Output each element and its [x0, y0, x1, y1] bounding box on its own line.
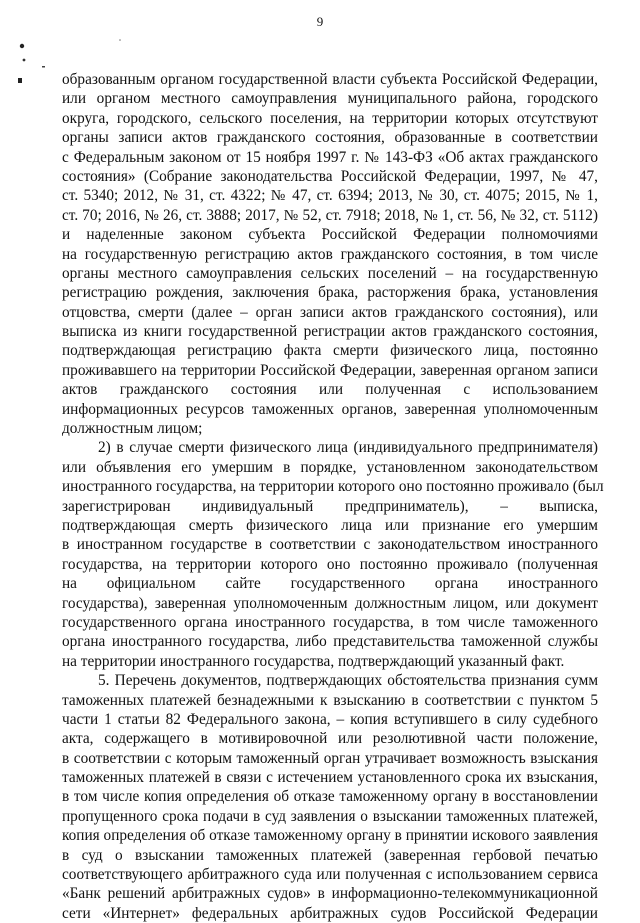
text-line: зарегистрирован индивидуальный предприниматель), – выписка,	[62, 497, 598, 515]
text-line: должностным лицом;	[62, 420, 203, 438]
text-line: «Банк решений арбитражных судов» в информационно-телекоммуникационной	[62, 885, 598, 903]
text-line: округа, городского, сельского поселения, на территории которых отсутствуют	[62, 109, 598, 127]
text-line: пропущенного срока подачи в суд заявления о взыскании таможенных платежей,	[62, 807, 598, 825]
text-line: акта, содержащего в мотивировочной или резолютивной части положение,	[62, 730, 598, 748]
text-line: государства, на территории которого оно постоянно проживало (полученная	[62, 555, 598, 573]
text-line: органы местного самоуправления сельских поселений – на государственную	[62, 264, 598, 282]
text-line: части 1 статьи 82 Федерального закона, – копия вступившего в силу судебного	[62, 710, 598, 728]
text-line: на официальном сайте государственного органа иностранного	[62, 575, 598, 593]
text-line: таможенных платежей безнадежными к взысканию в соответствии с пунктом 5	[62, 691, 598, 709]
text-line: с Федеральным законом от 15 ноября 1997 г. № 143-ФЗ «Об актах гражданского	[62, 148, 598, 166]
text-line: информационных ресурсов таможенных органов, заверенная уполномоченным	[62, 400, 598, 418]
text-line: сети «Интернет» федеральных арбитражных судов Российской Федерации	[62, 904, 598, 922]
text-line: регистрацию рождения, заключения брака, расторжения брака, установления	[62, 284, 598, 302]
text-line: в том числе копия определения об отказе таможенному органу в восстановлении	[62, 788, 598, 806]
text-line: и наделенные законом субъекта Российской Федерации полномочиями	[62, 226, 598, 244]
page-number: 9	[316, 14, 324, 29]
text-line: актов гражданского состояния или полученная с использованием	[62, 381, 598, 399]
text-line: подтверждающая регистрацию факта смерти физического лица, постоянно	[62, 342, 598, 360]
text-line: или органом местного самоуправления муниципального района, городского	[62, 90, 598, 108]
text-line: состояния» (Собрание законодательства Российской Федерации, 1997, № 47,	[62, 167, 598, 185]
text-line: в иностранном государстве в соответствии с законодательством иностранного	[62, 536, 598, 554]
text-line: в соответствии с которым таможенный орган утрачивает возможность взыскания	[62, 749, 598, 767]
text-line: выписка из книги государственной регистрации актов гражданского состояния,	[62, 323, 598, 341]
text-line: копия определения об отказе таможенному органу в принятии искового заявления	[62, 827, 598, 845]
text-line: иностранного государства, на территории которого оно постоянно проживало (был	[62, 478, 604, 496]
text-line: государственного органа иностранного государства, в том числе таможенного	[62, 613, 598, 631]
text-line: на территории иностранного государства, подтверждающий указанный факт.	[62, 652, 565, 670]
text-line: таможенных платежей в связи с истечением установленного срока их взыскания,	[62, 769, 598, 787]
text-line: 5. Перечень документов, подтверждающих обстоятельства признания сумм	[98, 672, 598, 690]
text-line: образованным органом государственной власти субъекта Российской Федерации,	[62, 71, 598, 88]
text-line: ст. 5340; 2012, № 31, ст. 4322; № 47, ст. 6394; 2013, № 30, ст. 4075; 2015, № 1,	[62, 187, 598, 205]
text-line: органа иностранного государства, либо представительства таможенной службы	[62, 633, 598, 651]
text-line: или объявления его умершим в порядке, установленном законодательством	[62, 458, 598, 476]
text-line: ст. 70; 2016, № 26, ст. 3888; 2017, № 52, ст. 7918; 2018, № 1, ст. 56, № 32, ст. 5112)	[62, 206, 598, 224]
text-line: соответствующего арбитражного суда или полученная с использованием сервиса	[62, 866, 598, 884]
text-line: на государственную регистрацию актов гражданского состояния, в том числе	[62, 245, 598, 263]
document-body	[62, 70, 604, 923]
text-line: отцовства, смерти (далее – орган записи актов гражданского состояния), или	[62, 303, 598, 321]
text-line: государства), заверенная уполномоченным должностным лицом, или документ	[62, 594, 598, 612]
text-line: в суд о взыскании таможенных платежей (заверенная гербовой печатью	[62, 846, 598, 864]
text-line: органы записи актов гражданского состояния, образованные в соответствии	[62, 129, 598, 147]
text-line: подтверждающая смерть физического лица или признание его умершим	[62, 516, 598, 534]
text-line: проживавшего на территории Российской Федерации, заверенная органом записи	[62, 361, 598, 379]
text-line: 2) в случае смерти физического лица (индивидуального предпринимателя)	[98, 439, 598, 457]
